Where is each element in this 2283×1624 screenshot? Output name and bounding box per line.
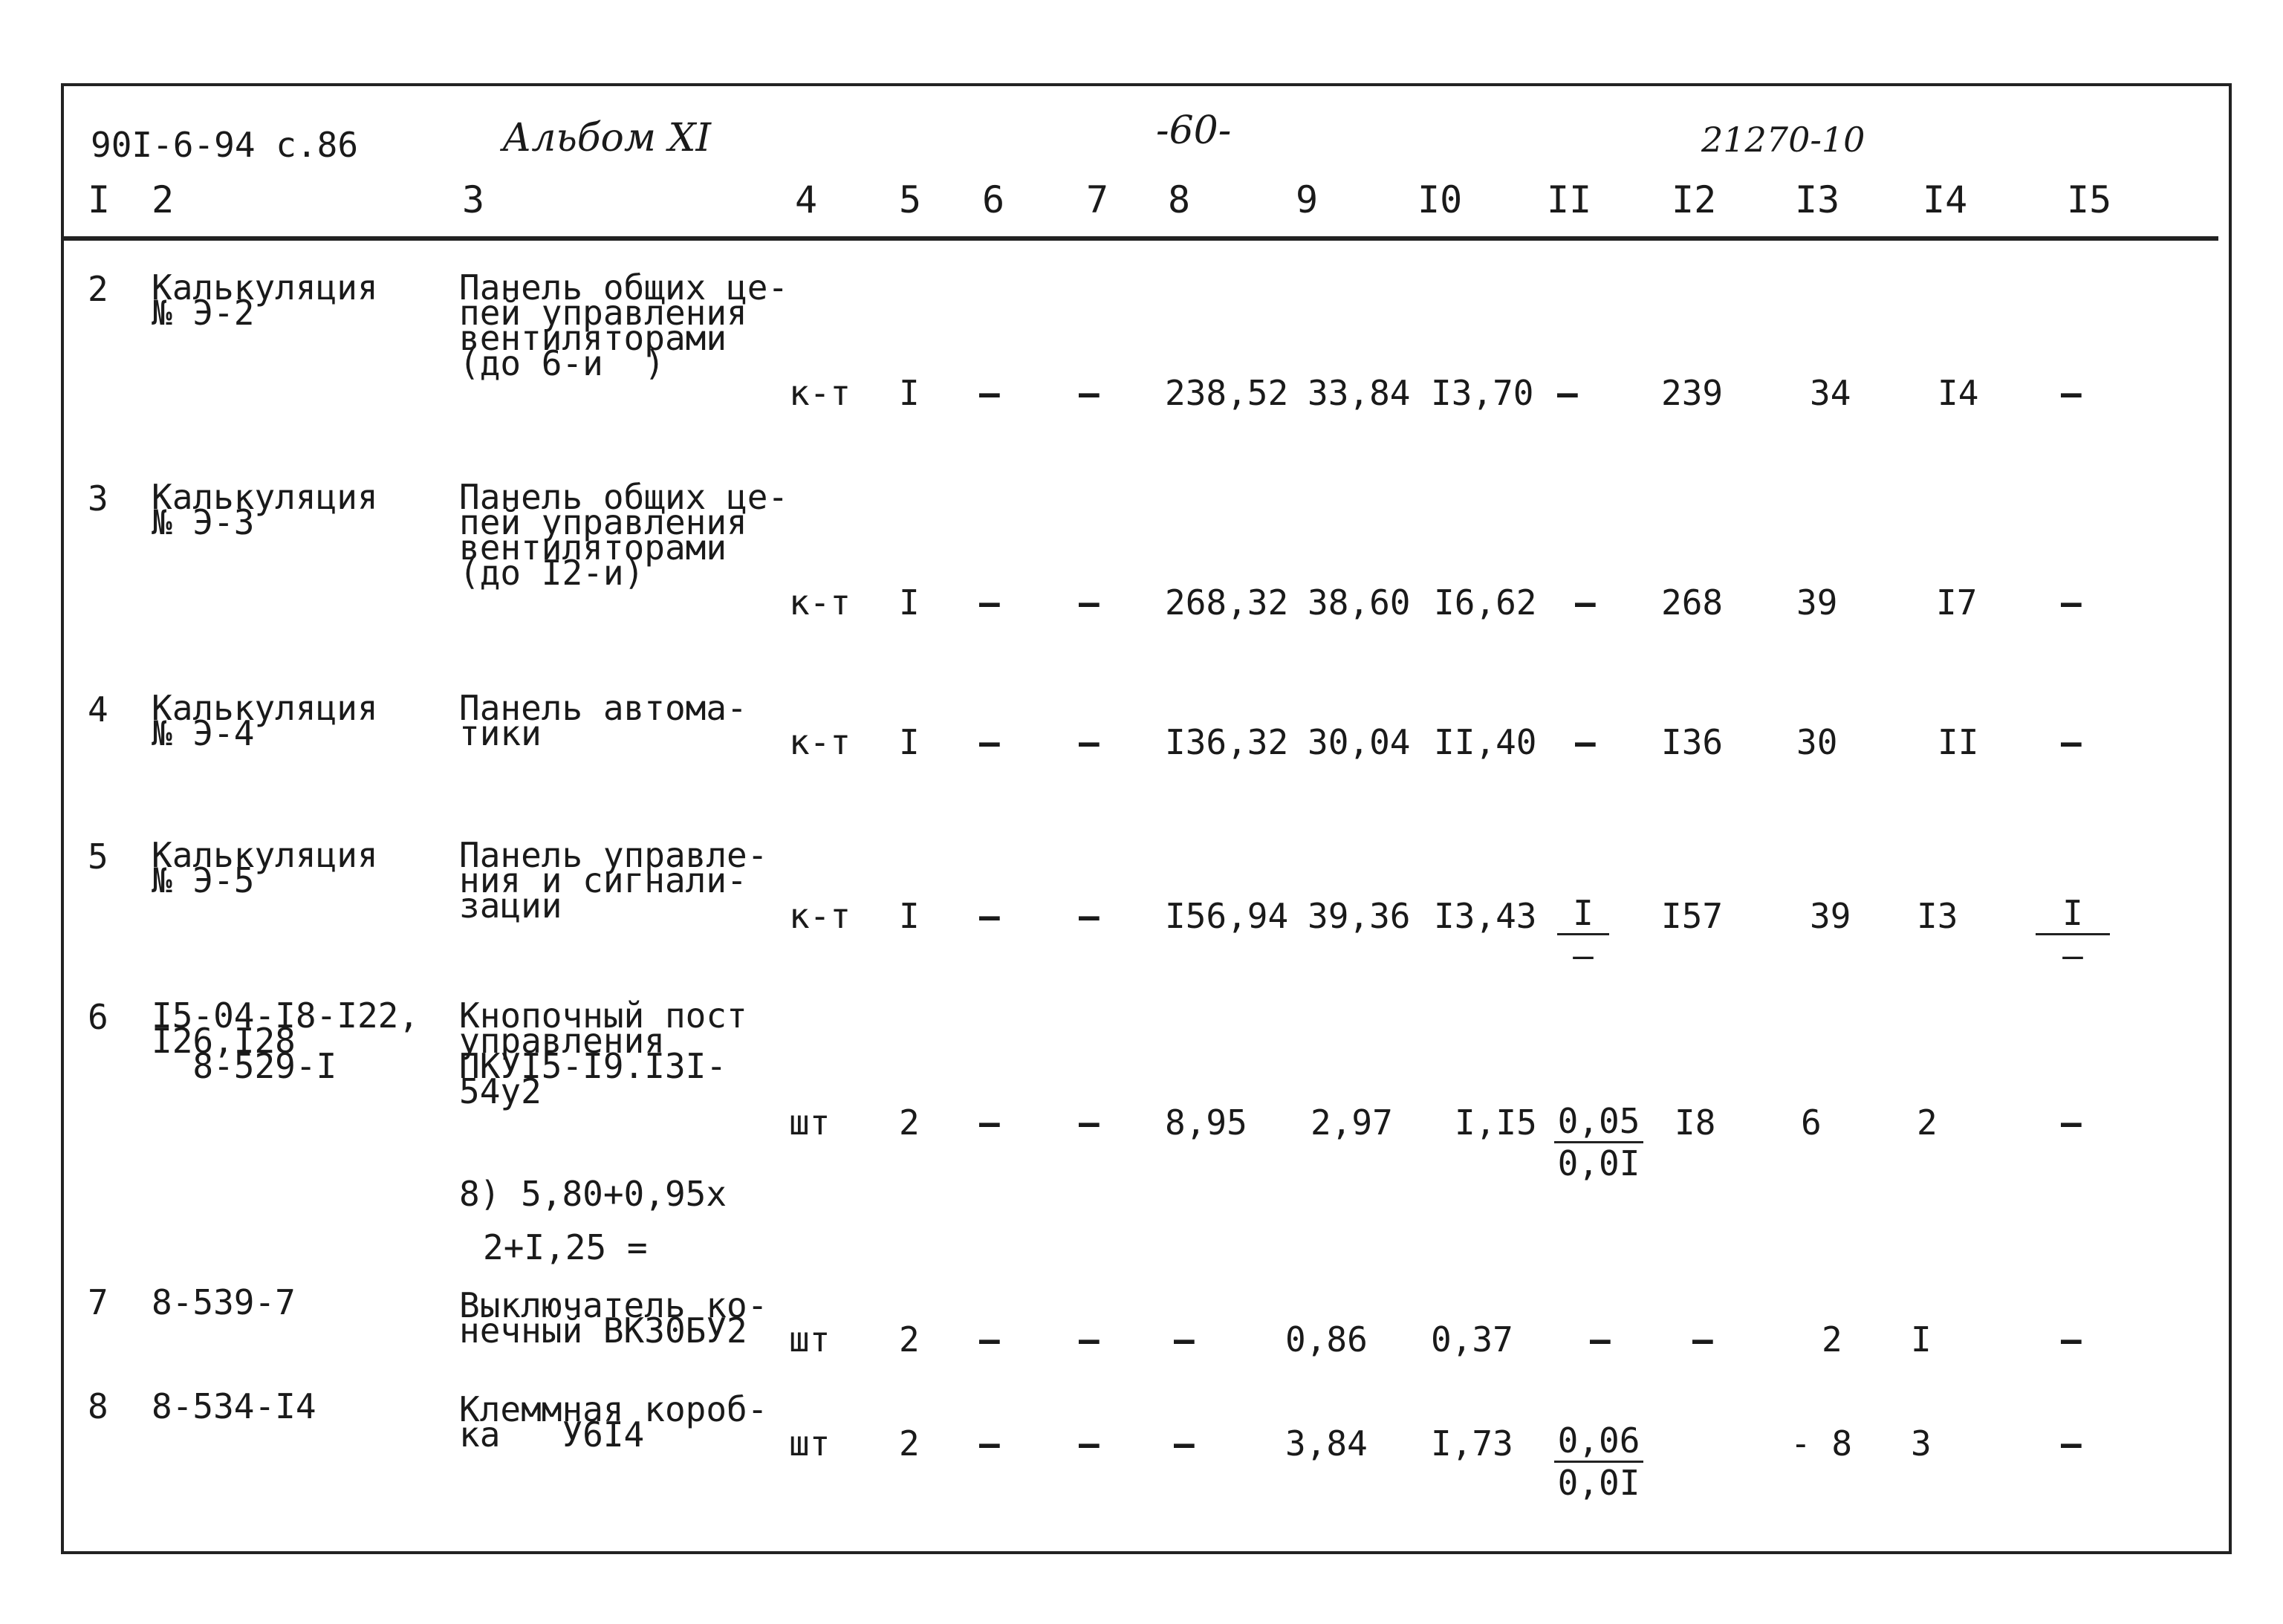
- row-col8: –: [1174, 1423, 1195, 1464]
- row-col13: 6: [1801, 1102, 1822, 1143]
- fraction-numerator: 0,05: [1554, 1104, 1643, 1143]
- row-reference: 8-539-7: [152, 1282, 296, 1322]
- row-col14: I4: [1938, 373, 1979, 413]
- row-col13: 30: [1796, 722, 1838, 762]
- row-number: 3: [88, 478, 108, 519]
- row-reference: Калькуляция № Э-4: [152, 688, 378, 753]
- frame-left-border: [61, 83, 64, 1554]
- row-reference: Калькуляция № Э-2: [152, 267, 378, 333]
- row-col11: –: [1557, 373, 1578, 413]
- row-reference: Калькуляция № Э-5: [152, 835, 378, 900]
- row-col14: I7: [1936, 582, 1978, 623]
- album-label: Альбом XI: [502, 116, 712, 160]
- row-description: Панель управле- ния и сигнали- зации: [459, 835, 768, 926]
- row-col12: –: [1692, 1319, 1713, 1360]
- row-unit: шт: [789, 1102, 831, 1143]
- row-col9: 39,36: [1308, 896, 1411, 936]
- row-col15: –: [2061, 373, 2082, 413]
- row-col9: 38,60: [1308, 582, 1411, 623]
- row-reference: 8-534-I4: [152, 1386, 316, 1426]
- row-unit: к-т: [789, 373, 851, 413]
- calculation-note: 8) 5,80+0,95х: [459, 1174, 727, 1214]
- fraction-numerator: I: [2036, 896, 2110, 935]
- frame-bottom-border: [61, 1551, 2232, 1554]
- row-col6: –: [979, 1319, 1000, 1360]
- row-col14: 2: [1917, 1102, 1938, 1143]
- fraction-denominator: 0,0I: [1557, 1463, 1640, 1503]
- column-number: 7: [1086, 178, 1109, 221]
- row-description: Панель общих це- пей управления вентиляторами (до 6-и ): [459, 267, 789, 383]
- row-quantity: 2: [899, 1423, 920, 1464]
- fraction-denominator: –: [1573, 935, 1594, 975]
- row-col13: 34: [1810, 373, 1851, 413]
- row-col11: –: [1575, 582, 1596, 623]
- row-number: 4: [88, 689, 108, 730]
- row-quantity: 2: [899, 1319, 920, 1360]
- column-number: 6: [982, 178, 1005, 221]
- row-col14: II: [1938, 722, 1979, 762]
- row-col12: I8: [1675, 1102, 1716, 1143]
- row-col11: –: [1575, 722, 1596, 762]
- row-col9: 33,84: [1308, 373, 1411, 413]
- row-description: Выключатель ко- нечный ВК30БУ2: [459, 1285, 768, 1351]
- row-quantity: I: [899, 373, 920, 413]
- row-reference: I5-04-I8-I22, I26,I28 8-529-I: [152, 995, 420, 1086]
- row-col14: I: [1911, 1319, 1932, 1360]
- row-number: 2: [88, 269, 108, 309]
- row-col11-fraction: [1554, 1101, 1643, 1183]
- row-col7: –: [1079, 1319, 1100, 1360]
- row-col11-fraction: [1554, 1420, 1643, 1503]
- row-col15: –: [2061, 1423, 2082, 1464]
- row-col7: –: [1079, 896, 1100, 936]
- column-number: I4: [1923, 178, 1968, 221]
- column-number: I: [88, 178, 111, 221]
- row-col7: –: [1079, 373, 1100, 413]
- row-col12: 239: [1661, 373, 1724, 413]
- column-number: 2: [152, 178, 175, 221]
- row-col10: II,40: [1434, 722, 1537, 762]
- column-number: 3: [462, 178, 485, 221]
- fraction-numerator: I: [1557, 896, 1609, 935]
- row-number: 8: [88, 1386, 108, 1426]
- row-quantity: 2: [899, 1102, 920, 1143]
- row-col6: –: [979, 896, 1000, 936]
- fraction-denominator: 0,0I: [1557, 1143, 1640, 1183]
- row-unit: к-т: [789, 896, 851, 936]
- column-number: I0: [1417, 178, 1463, 221]
- row-col10: I6,62: [1434, 582, 1537, 623]
- row-quantity: I: [899, 722, 920, 762]
- row-col14: 3: [1911, 1423, 1932, 1464]
- row-col13: 2: [1822, 1319, 1842, 1360]
- row-unit: к-т: [789, 722, 851, 762]
- row-col8: I56,94: [1165, 896, 1289, 936]
- row-col7: –: [1079, 722, 1100, 762]
- row-number: 7: [88, 1282, 108, 1322]
- document-code: 90I-6-94 с.86: [91, 125, 359, 165]
- fraction-numerator: 0,06: [1554, 1423, 1643, 1463]
- row-col7: –: [1079, 1102, 1100, 1143]
- column-number: I3: [1795, 178, 1840, 221]
- row-number: 6: [88, 997, 108, 1037]
- row-col12: I57: [1661, 896, 1724, 936]
- row-col8: I36,32: [1165, 722, 1289, 762]
- row-col11-fraction: [1557, 893, 1609, 975]
- row-description: Кнопочный пост управления ПКУI5-I9.I3I- 54у2: [459, 995, 747, 1111]
- page-number: -60-: [1156, 108, 1232, 153]
- row-col9: 2,97: [1311, 1102, 1393, 1143]
- row-col7: –: [1079, 582, 1100, 623]
- column-number: II: [1547, 178, 1592, 221]
- row-unit: к-т: [789, 582, 851, 623]
- row-unit: шт: [789, 1423, 831, 1464]
- row-reference: Калькуляция № Э-3: [152, 477, 378, 542]
- row-col8: –: [1174, 1319, 1195, 1360]
- row-col15: –: [2061, 722, 2082, 762]
- column-number: 8: [1168, 178, 1191, 221]
- row-description: Панель автома- тики: [459, 688, 747, 753]
- row-col15: –: [2061, 1319, 2082, 1360]
- row-col12: 268: [1661, 582, 1724, 623]
- row-col11: –: [1590, 1319, 1611, 1360]
- row-description: Панель общих це- пей управления вентиляторами (до I2-и): [459, 477, 789, 593]
- row-col9: 30,04: [1308, 722, 1411, 762]
- row-col15: –: [2061, 582, 2082, 623]
- row-col9: 3,84: [1285, 1423, 1368, 1464]
- row-col6: –: [979, 582, 1000, 623]
- frame-top-border: [62, 83, 2232, 86]
- row-col12: I36: [1661, 722, 1724, 762]
- row-col14: I3: [1917, 896, 1958, 936]
- row-col6: –: [979, 722, 1000, 762]
- calculation-note: 2+I,25 =: [483, 1227, 648, 1267]
- row-quantity: I: [899, 582, 920, 623]
- column-number: 5: [899, 178, 922, 221]
- row-unit: шт: [789, 1319, 831, 1360]
- row-col6: –: [979, 373, 1000, 413]
- row-col9: 0,86: [1285, 1319, 1368, 1360]
- column-number: 9: [1296, 178, 1319, 221]
- row-number: 5: [88, 837, 108, 877]
- row-col13: - 8: [1790, 1423, 1853, 1464]
- fraction-denominator: –: [2062, 935, 2083, 975]
- row-quantity: I: [899, 896, 920, 936]
- column-number: I2: [1672, 178, 1717, 221]
- row-col13: 39: [1796, 582, 1838, 623]
- sheet-number: 21270-10: [1701, 120, 1865, 160]
- row-col13: 39: [1810, 896, 1851, 936]
- row-description: Клеммная короб- ка У6I4: [459, 1389, 768, 1455]
- row-col8: 268,32: [1165, 582, 1289, 623]
- row-col15: –: [2061, 1102, 2082, 1143]
- row-col10: I,73: [1431, 1423, 1513, 1464]
- row-col8: 8,95: [1165, 1102, 1247, 1143]
- row-col15-fraction: [2036, 893, 2110, 975]
- frame-right-border: [2229, 83, 2232, 1554]
- row-col10: I,I5: [1455, 1102, 1537, 1143]
- column-number: 4: [795, 178, 818, 221]
- column-number: I5: [2067, 178, 2112, 221]
- row-col10: I3,70: [1431, 373, 1534, 413]
- row-col6: –: [979, 1423, 1000, 1464]
- row-col7: –: [1079, 1423, 1100, 1464]
- row-col10: 0,37: [1431, 1319, 1513, 1360]
- row-col8: 238,52: [1165, 373, 1289, 413]
- row-col10: I3,43: [1434, 896, 1537, 936]
- header-rule: [64, 236, 2218, 241]
- row-col6: –: [979, 1102, 1000, 1143]
